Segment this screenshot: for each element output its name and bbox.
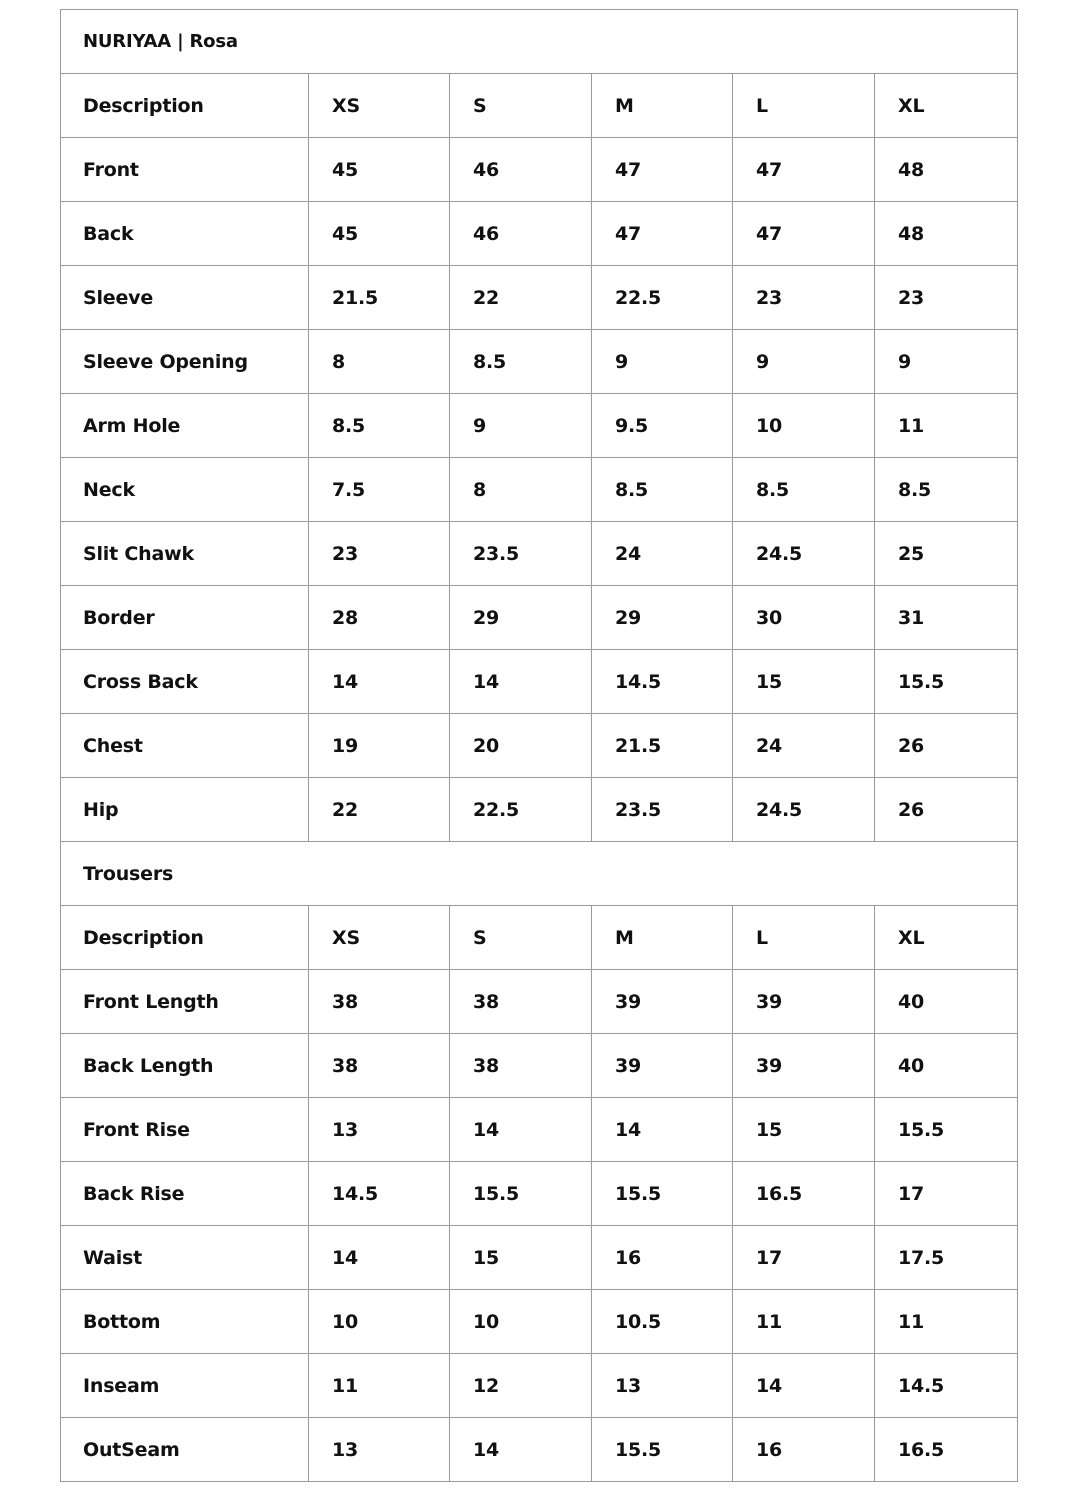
- cell-value: 17.5: [875, 1226, 1018, 1290]
- row-label: Slit Chawk: [61, 522, 309, 586]
- shirt-header-label: Description: [61, 74, 309, 138]
- trousers-section-title: Trousers: [61, 842, 1018, 906]
- cell-value: 39: [733, 970, 875, 1034]
- table-row: [61, 714, 1018, 778]
- size-header-xs: XS: [309, 74, 450, 138]
- cell-value: 29: [592, 586, 733, 650]
- row-label: Sleeve Opening: [61, 330, 309, 394]
- cell-value: 9: [592, 330, 733, 394]
- cell-value: 38: [309, 970, 450, 1034]
- row-label: Waist: [61, 1226, 309, 1290]
- cell-value: 17: [733, 1226, 875, 1290]
- cell-value: 11: [875, 1290, 1018, 1354]
- cell-value: 24.5: [733, 522, 875, 586]
- row-label: Chest: [61, 714, 309, 778]
- trousers-header-label: Description: [61, 906, 309, 970]
- size-header-s: S: [450, 906, 592, 970]
- cell-value: 15.5: [450, 1162, 592, 1226]
- table-row: [61, 202, 1018, 266]
- cell-value: 17: [875, 1162, 1018, 1226]
- cell-value: 15: [450, 1226, 592, 1290]
- table-row: [61, 138, 1018, 202]
- cell-value: 21.5: [309, 266, 450, 330]
- cell-value: 16: [733, 1418, 875, 1482]
- cell-value: 47: [733, 202, 875, 266]
- cell-value: 8.5: [733, 458, 875, 522]
- cell-value: 8.5: [592, 458, 733, 522]
- size-header-xl: XL: [875, 906, 1018, 970]
- cell-value: 15: [733, 650, 875, 714]
- cell-value: 45: [309, 202, 450, 266]
- cell-value: 11: [309, 1354, 450, 1418]
- cell-value: 8.5: [875, 458, 1018, 522]
- cell-value: 47: [592, 138, 733, 202]
- row-label: Inseam: [61, 1354, 309, 1418]
- cell-value: 38: [309, 1034, 450, 1098]
- table-row: [61, 330, 1018, 394]
- row-label: Border: [61, 586, 309, 650]
- cell-value: 24: [592, 522, 733, 586]
- table-row: [61, 970, 1018, 1034]
- cell-value: 46: [450, 138, 592, 202]
- cell-value: 47: [592, 202, 733, 266]
- cell-value: 16.5: [875, 1418, 1018, 1482]
- table-row: [61, 1354, 1018, 1418]
- table-row: [61, 522, 1018, 586]
- cell-value: 25: [875, 522, 1018, 586]
- cell-value: 23: [733, 266, 875, 330]
- cell-value: 14.5: [875, 1354, 1018, 1418]
- cell-value: 24: [733, 714, 875, 778]
- row-label: Sleeve: [61, 266, 309, 330]
- row-label: Bottom: [61, 1290, 309, 1354]
- cell-value: 11: [875, 394, 1018, 458]
- cell-value: 14: [309, 1226, 450, 1290]
- cell-value: 8.5: [450, 330, 592, 394]
- cell-value: 10: [733, 394, 875, 458]
- cell-value: 16: [592, 1226, 733, 1290]
- row-label: Neck: [61, 458, 309, 522]
- cell-value: 14: [450, 1098, 592, 1162]
- trousers-section-row: [61, 842, 1018, 906]
- cell-value: 30: [733, 586, 875, 650]
- row-label: Arm Hole: [61, 394, 309, 458]
- table-row: [61, 586, 1018, 650]
- cell-value: 31: [875, 586, 1018, 650]
- cell-value: 19: [309, 714, 450, 778]
- cell-value: 9: [450, 394, 592, 458]
- cell-value: 9.5: [592, 394, 733, 458]
- size-header-xl: XL: [875, 74, 1018, 138]
- cell-value: 14: [733, 1354, 875, 1418]
- table-row: [61, 1034, 1018, 1098]
- cell-value: 15.5: [592, 1162, 733, 1226]
- row-label: Front: [61, 138, 309, 202]
- cell-value: 39: [592, 1034, 733, 1098]
- trousers-header-row: [61, 906, 1018, 970]
- size-chart-table: [60, 9, 1018, 1482]
- cell-value: 24.5: [733, 778, 875, 842]
- cell-value: 29: [450, 586, 592, 650]
- cell-value: 46: [450, 202, 592, 266]
- cell-value: 9: [875, 330, 1018, 394]
- cell-value: 12: [450, 1354, 592, 1418]
- size-header-m: M: [592, 74, 733, 138]
- cell-value: 26: [875, 714, 1018, 778]
- cell-value: 14: [592, 1098, 733, 1162]
- table-row: [61, 1290, 1018, 1354]
- cell-value: 7.5: [309, 458, 450, 522]
- cell-value: 39: [592, 970, 733, 1034]
- cell-value: 10: [309, 1290, 450, 1354]
- cell-value: 10.5: [592, 1290, 733, 1354]
- row-label: Back Length: [61, 1034, 309, 1098]
- cell-value: 47: [733, 138, 875, 202]
- cell-value: 22.5: [450, 778, 592, 842]
- cell-value: 22: [309, 778, 450, 842]
- cell-value: 23: [875, 266, 1018, 330]
- shirt-header-row: [61, 74, 1018, 138]
- cell-value: 13: [309, 1098, 450, 1162]
- cell-value: 40: [875, 970, 1018, 1034]
- cell-value: 28: [309, 586, 450, 650]
- cell-value: 14: [450, 1418, 592, 1482]
- table-row: [61, 650, 1018, 714]
- cell-value: 39: [733, 1034, 875, 1098]
- cell-value: 10: [450, 1290, 592, 1354]
- cell-value: 22: [450, 266, 592, 330]
- cell-value: 11: [733, 1290, 875, 1354]
- row-label: OutSeam: [61, 1418, 309, 1482]
- cell-value: 15.5: [592, 1418, 733, 1482]
- size-header-s: S: [450, 74, 592, 138]
- size-header-xs: XS: [309, 906, 450, 970]
- table-row: [61, 1098, 1018, 1162]
- cell-value: 8: [309, 330, 450, 394]
- cell-value: 22.5: [592, 266, 733, 330]
- table-title: NURIYAA | Rosa: [61, 10, 1018, 74]
- cell-value: 15: [733, 1098, 875, 1162]
- cell-value: 40: [875, 1034, 1018, 1098]
- cell-value: 9: [733, 330, 875, 394]
- row-label: Cross Back: [61, 650, 309, 714]
- cell-value: 13: [592, 1354, 733, 1418]
- cell-value: 38: [450, 1034, 592, 1098]
- cell-value: 23.5: [592, 778, 733, 842]
- row-label: Hip: [61, 778, 309, 842]
- table-row: [61, 394, 1018, 458]
- cell-value: 13: [309, 1418, 450, 1482]
- cell-value: 45: [309, 138, 450, 202]
- table-row: [61, 1418, 1018, 1482]
- size-header-l: L: [733, 74, 875, 138]
- size-header-l: L: [733, 906, 875, 970]
- row-label: Back Rise: [61, 1162, 309, 1226]
- size-chart-body: [61, 10, 1018, 1482]
- cell-value: 16.5: [733, 1162, 875, 1226]
- row-label: Front Rise: [61, 1098, 309, 1162]
- table-row: [61, 266, 1018, 330]
- cell-value: 8.5: [309, 394, 450, 458]
- table-row: [61, 458, 1018, 522]
- cell-value: 38: [450, 970, 592, 1034]
- table-row: [61, 1226, 1018, 1290]
- cell-value: 15.5: [875, 1098, 1018, 1162]
- size-header-m: M: [592, 906, 733, 970]
- row-label: Back: [61, 202, 309, 266]
- title-row: [61, 10, 1018, 74]
- table-row: [61, 778, 1018, 842]
- cell-value: 20: [450, 714, 592, 778]
- cell-value: 8: [450, 458, 592, 522]
- cell-value: 14: [309, 650, 450, 714]
- cell-value: 23: [309, 522, 450, 586]
- cell-value: 48: [875, 138, 1018, 202]
- cell-value: 21.5: [592, 714, 733, 778]
- cell-value: 14.5: [309, 1162, 450, 1226]
- cell-value: 14: [450, 650, 592, 714]
- cell-value: 15.5: [875, 650, 1018, 714]
- row-label: Front Length: [61, 970, 309, 1034]
- cell-value: 14.5: [592, 650, 733, 714]
- cell-value: 48: [875, 202, 1018, 266]
- cell-value: 23.5: [450, 522, 592, 586]
- cell-value: 26: [875, 778, 1018, 842]
- table-row: [61, 1162, 1018, 1226]
